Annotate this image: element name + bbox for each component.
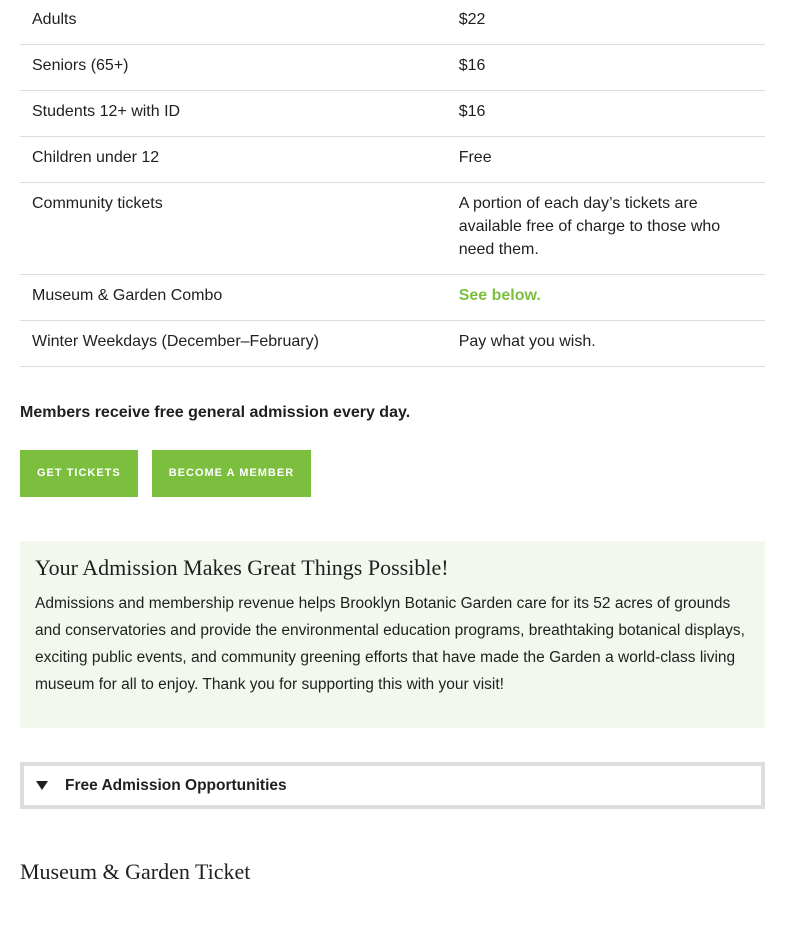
category-cell: Seniors (65+) xyxy=(20,45,447,91)
price-cell: Pay what you wish. xyxy=(447,321,765,367)
price-cell: A portion of each day’s tickets are available free of charge to those who need them. xyxy=(447,183,765,275)
table-row xyxy=(20,275,765,321)
admission-notice xyxy=(20,541,765,728)
price-cell xyxy=(447,275,765,321)
accordion-label: Free Admission Opportunities xyxy=(65,776,287,794)
category-cell: Adults xyxy=(20,0,447,45)
category-cell: Winter Weekdays (December–February) xyxy=(20,321,447,367)
section-title: Museum & Garden Ticket xyxy=(20,859,251,884)
table-row xyxy=(20,183,765,275)
category-cell: Students 12+ with ID xyxy=(20,91,447,137)
notice-title: Your Admission Makes Great Things Possible! xyxy=(35,555,449,580)
members-note: Members receive free general admission every day. xyxy=(20,404,411,421)
price-cell: $22 xyxy=(447,0,765,45)
become-member-button[interactable]: BECOME A MEMBER xyxy=(152,450,311,497)
table-row xyxy=(20,321,765,367)
price-cell: $16 xyxy=(447,91,765,137)
table-row xyxy=(20,91,765,137)
category-cell: Museum & Garden Combo xyxy=(20,275,447,321)
table-row xyxy=(20,0,765,45)
page-content xyxy=(20,0,765,886)
table-row xyxy=(20,45,765,91)
table-row xyxy=(20,137,765,183)
see-below-link[interactable]: See below. xyxy=(458,287,541,304)
price-cell: Free xyxy=(447,137,765,183)
triangle-down-icon xyxy=(36,781,48,790)
notice-body: Admissions and membership revenue helps Brooklyn Botanic Garden care for its 52 acres of grounds and conservatories and provide the environmental education programs, breathtaking botanical displays, exciting public events, and community greening efforts that have made the Garden a world-class living museum for all to enjoy. Thank you for supporting this with your visit! xyxy=(35,595,745,693)
admission-price-table xyxy=(20,0,765,367)
category-cell: Community tickets xyxy=(20,183,447,275)
action-buttons xyxy=(20,450,765,497)
get-tickets-button[interactable]: GET TICKETS xyxy=(20,450,138,497)
free-admission-accordion[interactable] xyxy=(20,762,765,809)
category-cell: Children under 12 xyxy=(20,137,447,183)
price-cell: $16 xyxy=(447,45,765,91)
